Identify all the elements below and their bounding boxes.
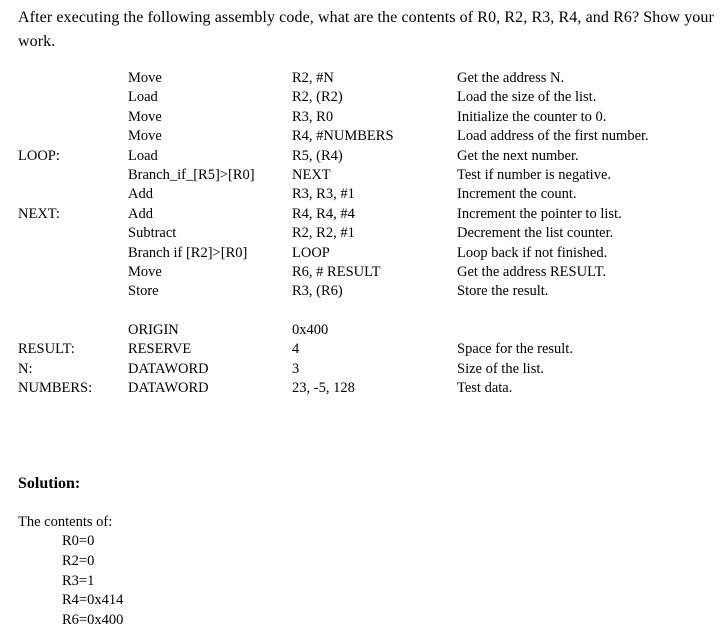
code-comment: Decrement the list counter. xyxy=(457,225,614,242)
code-comment: Increment the count. xyxy=(457,186,577,203)
code-line xyxy=(18,127,723,146)
code-comment: Test data. xyxy=(457,380,513,397)
code-comment: Load address of the first number. xyxy=(457,128,649,145)
register-value: R2=0 xyxy=(62,552,95,569)
code-line xyxy=(18,166,723,185)
solution-title: Solution: xyxy=(18,475,81,492)
register-value: R3=1 xyxy=(62,572,95,589)
code-label: LOOP: xyxy=(18,147,60,164)
code-label: NUMBERS: xyxy=(18,380,93,397)
code-comment: Initialize the counter to 0. xyxy=(457,108,607,125)
code-line xyxy=(18,282,723,301)
code-instruction: Load xyxy=(128,147,158,164)
code-operands: NEXT xyxy=(292,166,331,183)
code-instruction: DATAWORD xyxy=(128,360,209,377)
code-instruction: Move xyxy=(128,263,162,280)
code-comment: Get the next number. xyxy=(457,147,579,164)
code-instruction: Subtract xyxy=(128,225,177,242)
register-value: R6=0x400 xyxy=(62,612,124,629)
code-line xyxy=(18,224,723,243)
register-results xyxy=(62,532,123,631)
code-block-main xyxy=(18,69,723,302)
code-label: N: xyxy=(18,360,33,377)
code-instruction: Branch if [R2]>[R0] xyxy=(128,244,248,261)
code-line xyxy=(18,88,723,107)
code-comment: Load the size of the list. xyxy=(457,89,597,106)
code-label: NEXT: xyxy=(18,205,60,222)
code-line xyxy=(18,185,723,204)
code-block-data xyxy=(18,321,723,399)
code-operands: R3, R3, #1 xyxy=(292,186,355,203)
code-line xyxy=(18,321,723,340)
code-comment: Size of the list. xyxy=(457,360,544,377)
code-instruction: Store xyxy=(128,283,159,300)
code-instruction: Add xyxy=(128,186,153,203)
code-instruction: Branch_if_[R5]>[R0] xyxy=(128,166,255,183)
contents-of-label: The contents of: xyxy=(18,514,113,530)
code-label: RESULT: xyxy=(18,341,75,358)
code-line xyxy=(18,379,723,398)
code-instruction: Move xyxy=(128,108,162,125)
register-value: R0=0 xyxy=(62,533,95,549)
code-operands: R5, (R4) xyxy=(292,147,343,164)
code-line xyxy=(18,263,723,282)
code-operands: 3 xyxy=(292,360,300,377)
code-instruction: ORIGIN xyxy=(128,322,179,339)
code-line xyxy=(18,69,723,88)
code-instruction: Move xyxy=(128,128,162,145)
code-line xyxy=(18,360,723,379)
code-line xyxy=(18,108,723,127)
code-operands: 0x400 xyxy=(292,322,329,339)
code-operands: 23, -5, 128 xyxy=(292,380,355,397)
code-comment: Get the address N. xyxy=(457,70,565,86)
code-spacer xyxy=(18,302,723,321)
code-operands: LOOP xyxy=(292,244,330,261)
code-operands: R4, #NUMBERS xyxy=(292,128,394,145)
code-operands: R2, (R2) xyxy=(292,89,343,106)
code-operands: R4, R4, #4 xyxy=(292,205,355,222)
code-operands: R2, #N xyxy=(292,70,334,86)
code-line xyxy=(18,205,723,224)
code-line xyxy=(18,244,723,263)
code-line xyxy=(18,340,723,359)
code-line xyxy=(18,147,723,166)
code-operands: 4 xyxy=(292,341,300,358)
code-comment: Get the address RESULT. xyxy=(457,263,607,280)
code-operands: R6, # RESULT xyxy=(292,263,381,280)
code-instruction: DATAWORD xyxy=(128,380,209,397)
code-comment: Loop back if not finished. xyxy=(457,244,608,261)
code-comment: Space for the result. xyxy=(457,341,573,358)
assembly-code xyxy=(18,69,723,399)
code-operands: R3, (R6) xyxy=(292,283,343,300)
code-operands: R2, R2, #1 xyxy=(292,225,355,242)
question-text: After executing the following assembly code, what are the contents of R0, R2, R3, R4, and R6? Show your work. xyxy=(18,9,714,50)
code-instruction: Add xyxy=(128,205,153,222)
code-comment: Store the result. xyxy=(457,283,549,300)
code-instruction: Move xyxy=(128,70,162,86)
code-instruction: Load xyxy=(128,89,158,106)
code-operands: R3, R0 xyxy=(292,108,334,125)
code-comment: Test if number is negative. xyxy=(457,166,612,183)
code-instruction: RESERVE xyxy=(128,341,192,358)
code-comment: Increment the pointer to list. xyxy=(457,205,622,222)
register-value: R4=0x414 xyxy=(62,592,124,609)
